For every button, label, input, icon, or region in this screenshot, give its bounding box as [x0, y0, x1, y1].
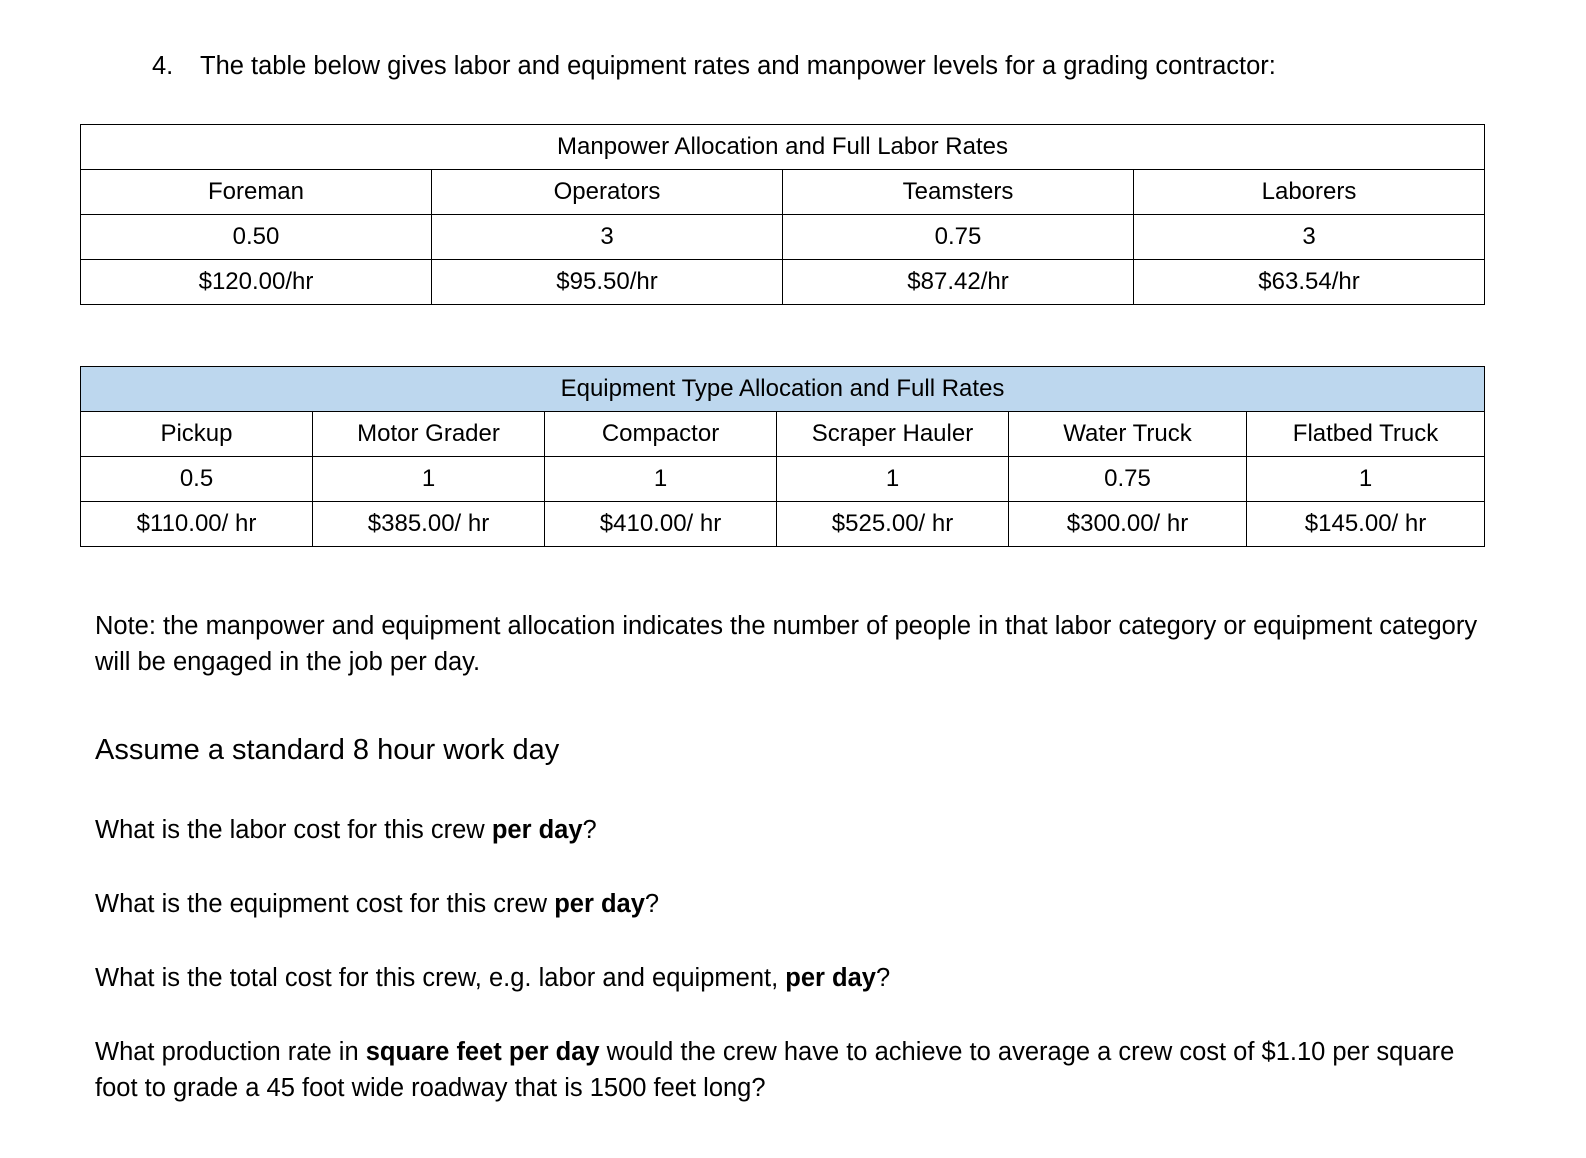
q3-text-pre: What is the total cost for this crew, e.g. labor and equipment, [95, 964, 786, 992]
q3-text-bold: per day [785, 964, 876, 992]
equip-allocation-motor-grader: 1 [313, 457, 545, 502]
manpower-labor-rates-table [80, 124, 1485, 305]
labor-rate-laborers: $63.54/hr [1134, 260, 1485, 305]
equip-allocation-pickup: 0.5 [81, 457, 313, 502]
table-row [81, 260, 1485, 305]
equip-header-scraper-hauler: Scraper Hauler [777, 412, 1009, 457]
equip-rate-motor-grader: $385.00/ hr [313, 502, 545, 547]
labor-rate-foreman: $120.00/hr [81, 260, 432, 305]
note-paragraph: Note: the manpower and equipment allocation indicates the number of people in that labor category or equipment category will be engaged in the job per day. [95, 612, 1478, 677]
equip-rate-flatbed-truck: $145.00/ hr [1247, 502, 1485, 547]
table-row [81, 367, 1485, 412]
equip-allocation-flatbed-truck: 1 [1247, 457, 1485, 502]
equip-header-pickup: Pickup [81, 412, 313, 457]
table-row [81, 170, 1485, 215]
labor-allocation-teamsters: 0.75 [783, 215, 1134, 260]
equip-header-water-truck: Water Truck [1009, 412, 1247, 457]
sub-question-labor-cost [95, 812, 1495, 848]
sub-question-total-cost [95, 960, 1495, 996]
equip-allocation-compactor: 1 [545, 457, 777, 502]
q1-text-post: ? [582, 816, 597, 844]
equip-rate-water-truck: $300.00/ hr [1009, 502, 1247, 547]
equipment-rates-table [80, 366, 1485, 547]
equip-header-flatbed-truck: Flatbed Truck [1247, 412, 1485, 457]
table-row [81, 215, 1485, 260]
q2-text-post: ? [644, 890, 660, 918]
equip-rate-compactor: $410.00/ hr [545, 502, 777, 547]
labor-header-teamsters: Teamsters [783, 170, 1134, 215]
sub-question-equipment-cost [95, 886, 1495, 922]
assume-line: Assume a standard 8 hour work day [95, 734, 560, 766]
table-row [81, 457, 1485, 502]
labor-rate-operators: $95.50/hr [432, 260, 783, 305]
q1-text-pre: What is the labor cost for this crew [95, 816, 492, 844]
q4-text-post: would the crew have to achieve to average a crew cost of $1.10 per square foot to grade a 45 foot wide roadway that is 1500 feet long? [95, 1038, 1455, 1103]
q1-text-bold: per day [491, 816, 583, 844]
question-statement [152, 50, 1276, 83]
equip-rate-pickup: $110.00/ hr [81, 502, 313, 547]
labor-table-title: Manpower Allocation and Full Labor Rates [81, 125, 1485, 170]
table-row [81, 502, 1485, 547]
q3-text-post: ? [876, 964, 891, 992]
q2-text-bold: per day [554, 890, 645, 918]
equip-allocation-scraper-hauler: 1 [777, 457, 1009, 502]
labor-allocation-foreman: 0.50 [81, 215, 432, 260]
equipment-table-title: Equipment Type Allocation and Full Rates [81, 367, 1485, 412]
labor-allocation-operators: 3 [432, 215, 783, 260]
labor-header-operators: Operators [432, 170, 783, 215]
table-row [81, 412, 1485, 457]
table-row [81, 125, 1485, 170]
equip-allocation-water-truck: 0.75 [1009, 457, 1247, 502]
question-text: The table below gives labor and equipment rates and manpower levels for a grading contractor: [200, 52, 1276, 80]
q4-text-pre: What production rate in [95, 1038, 366, 1066]
equip-header-motor-grader: Motor Grader [313, 412, 545, 457]
sub-question-production-rate [95, 1034, 1465, 1106]
labor-rate-teamsters: $87.42/hr [783, 260, 1134, 305]
q2-text-pre: What is the equipment cost for this crew [95, 890, 555, 918]
labor-header-laborers: Laborers [1134, 170, 1485, 215]
equip-header-compactor: Compactor [545, 412, 777, 457]
q4-text-bold: square feet per day [365, 1038, 600, 1066]
labor-allocation-laborers: 3 [1134, 215, 1485, 260]
question-number: 4. [152, 52, 174, 80]
labor-header-foreman: Foreman [81, 170, 432, 215]
equip-rate-scraper-hauler: $525.00/ hr [777, 502, 1009, 547]
